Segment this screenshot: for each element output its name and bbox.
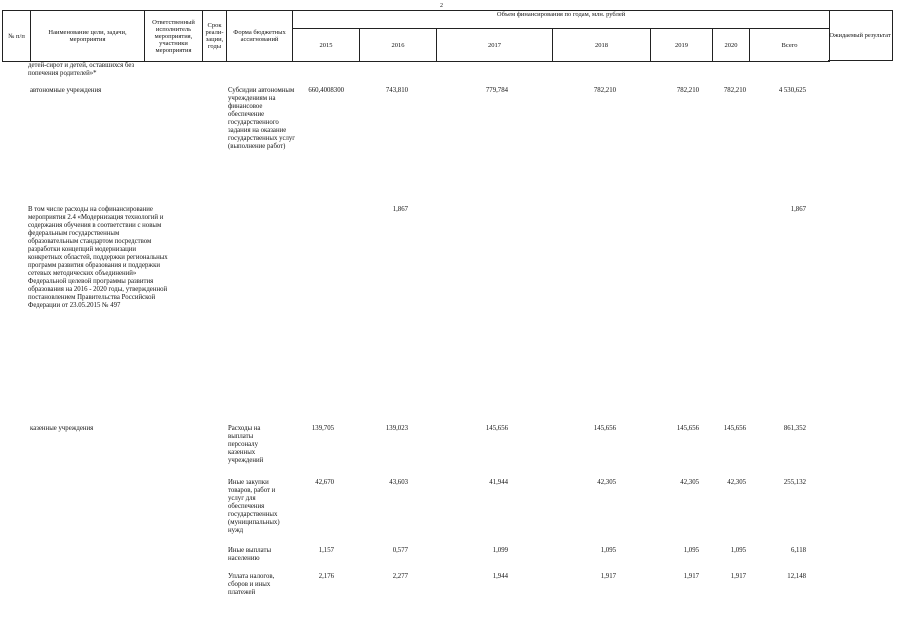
cell-total: 255,132 [783, 479, 806, 486]
header-form: Форма бюджетных ассигнований [227, 11, 293, 62]
cell-2016: 43,603 [389, 479, 408, 486]
cell-2019: 1,095 [683, 547, 699, 554]
cell-2016: 1,867 [392, 206, 408, 213]
cell-2019: 42,305 [680, 479, 699, 486]
cell-2015: 1,157 [318, 547, 334, 554]
cell-2017: 779,784 [485, 87, 508, 94]
cell-2020: 145,656 [723, 425, 746, 432]
row-form: Иные закупки товаров, работ и услуг для обеспечения государственных (муниципальных) нужд [228, 479, 280, 534]
header-funding: Объем финансирования по годам, млн. рублей [293, 11, 830, 29]
cell-2017: 1,944 [492, 573, 508, 580]
cell-2016: 0,577 [392, 547, 408, 554]
header-year: 2019 [651, 29, 713, 62]
cell-2017: 145,656 [485, 425, 508, 432]
cell-2018: 145,656 [593, 425, 616, 432]
header-year: 2016 [360, 29, 437, 62]
cell-total: 4 530,625 [778, 87, 806, 94]
cell-2017: 1,099 [492, 547, 508, 554]
header-name: Наименование цели, задачи, мероприятия [31, 11, 145, 62]
row-name: казенные учреждения [30, 425, 94, 432]
header-num: № п/п [3, 11, 31, 62]
row-form: Уплата налогов, сборов и иных платежей [228, 573, 275, 596]
header-year: 2015 [293, 29, 360, 62]
header-outcome: Ожидаемый результат [828, 10, 893, 61]
continuation-text: детей-сирот и детей, оставшихся без попечения родителей»* [28, 62, 135, 77]
row-form: Расходы на выплаты персоналу казенных учреждений [228, 425, 264, 464]
header-year: 2020 [713, 29, 750, 62]
cell-total: 1,867 [790, 206, 806, 213]
row-name: автономные учреждения [30, 87, 102, 94]
row-name: В том числе расходы на софинансирование мероприятия 2.4 «Модернизация технологий и содержания обучения в соответствии с новым федеральным государственным образовательным стандартом посредством разработки концепций модернизации конкретных областей, поддержки региональных программ развития образования и поддержки сетевых методических объединений» Федеральной целевой программы развития образования на 2016 - 2020 годы, утвержденной постановлением Правительства Российской Федерации от 23.05.2015 № 497 [28, 206, 168, 309]
header-total: Всего [750, 29, 830, 62]
cell-2019: 145,656 [676, 425, 699, 432]
row-form: Иные выплаты населению [228, 547, 272, 562]
cell-2015: 139,705 [311, 425, 334, 432]
cell-2016: 743,810 [385, 87, 408, 94]
cell-2020: 42,305 [727, 479, 746, 486]
cell-total: 12,148 [787, 573, 806, 580]
cell-2019: 1,917 [683, 573, 699, 580]
cell-2020: 782,210 [723, 87, 746, 94]
cell-2018: 1,095 [600, 547, 616, 554]
header-year: 2018 [553, 29, 651, 62]
cell-2016: 2,277 [392, 573, 408, 580]
header-term: Срок реали-зации, годы [203, 11, 227, 62]
cell-2015: 2,176 [318, 573, 334, 580]
cell-2017: 41,944 [489, 479, 508, 486]
page-number: 2 [440, 3, 443, 9]
cell-2015: 660,4008300 [308, 87, 344, 94]
table-header [2, 10, 830, 62]
row-form: Субсидии автономным учреждениям на финансовое обеспечение государственного задания на оказание государственных услуг (выполнение работ) [228, 87, 296, 150]
cell-2016: 139,023 [385, 425, 408, 432]
header-executor: Ответственный исполнитель мероприятия, участники мероприятия [145, 11, 203, 62]
cell-2018: 42,305 [597, 479, 616, 486]
cell-2020: 1,917 [730, 573, 746, 580]
cell-total: 6,118 [790, 547, 806, 554]
cell-2018: 1,917 [600, 573, 616, 580]
header-year: 2017 [437, 29, 553, 62]
cell-2015: 42,670 [315, 479, 334, 486]
cell-total: 861,352 [783, 425, 806, 432]
cell-2018: 782,210 [593, 87, 616, 94]
cell-2020: 1,095 [730, 547, 746, 554]
cell-2019: 782,210 [676, 87, 699, 94]
